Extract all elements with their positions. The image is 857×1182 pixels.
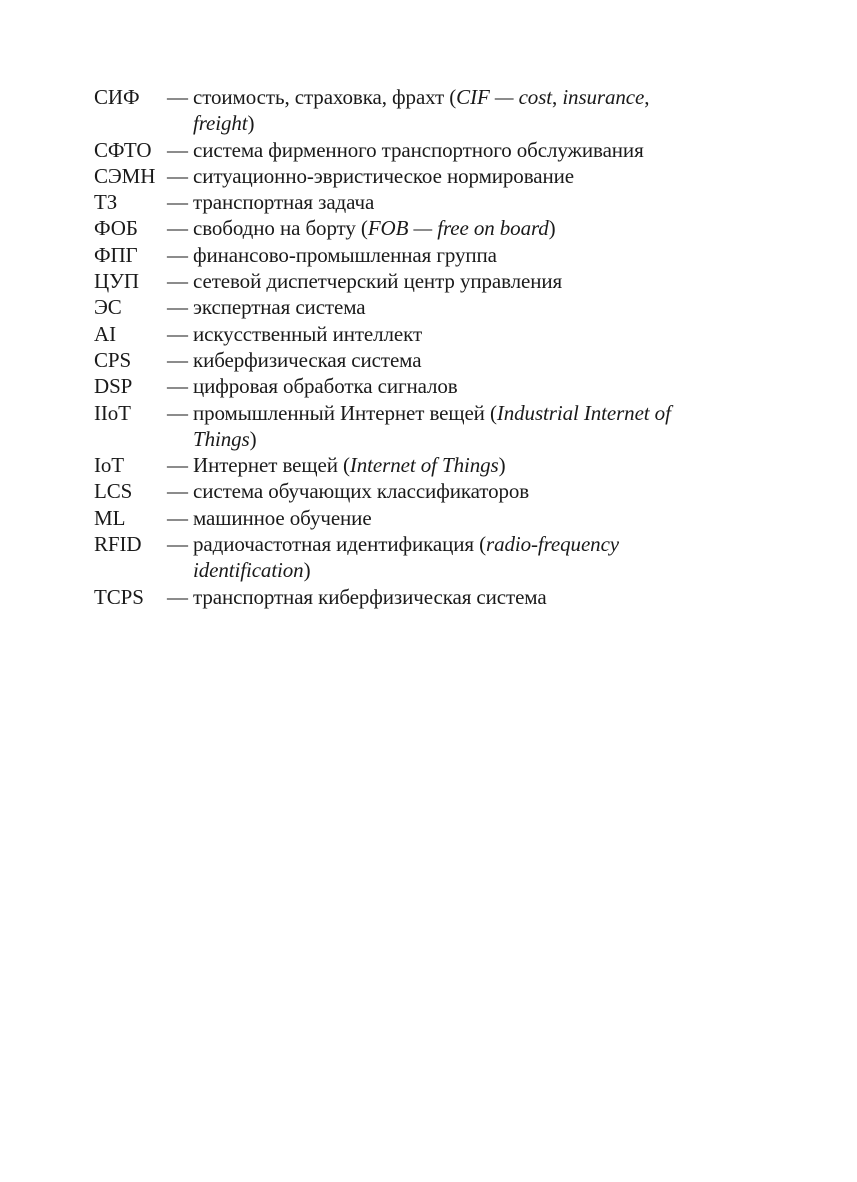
definition-text: цифровая обработка сигналов: [193, 374, 458, 399]
definition-text: ): [548, 216, 556, 241]
abbreviation-term: СИФ: [94, 85, 140, 109]
definition-italic-text: radio-frequency identification: [193, 532, 620, 583]
abbreviation-dash: —: [167, 321, 188, 346]
abbreviation-definition: [193, 242, 713, 268]
abbreviation-dash: —: [167, 137, 188, 162]
abbreviation-entry: [94, 84, 794, 137]
definition-italic-text: insurance: [562, 85, 645, 109]
abbreviation-definition: [193, 84, 713, 137]
abbreviation-dash: —: [167, 85, 188, 109]
abbreviation-entry: [94, 321, 794, 347]
abbreviation-definition: [193, 584, 713, 610]
abbreviation-dash: —: [167, 453, 188, 478]
definition-text: свободно на борту (: [193, 216, 368, 241]
abbreviation-term: ЦУП: [94, 269, 139, 294]
abbreviation-entry: [94, 163, 794, 189]
abbreviation-term: ФПГ: [94, 242, 138, 267]
abbreviation-term: AI: [94, 321, 116, 346]
definition-text: финансово-промышленная группа: [193, 242, 497, 267]
abbreviation-dash: —: [167, 374, 188, 399]
abbreviation-dash: —: [167, 163, 188, 188]
abbreviation-dash: —: [167, 347, 188, 372]
definition-text: ): [247, 111, 255, 136]
abbreviation-entry: [94, 400, 794, 453]
abbreviation-term: ФОБ: [94, 216, 138, 241]
abbreviation-definition: [193, 215, 713, 241]
definition-italic-text: FOB — free on board: [367, 216, 549, 241]
abbreviation-dash: —: [167, 190, 188, 215]
abbreviation-term: RFID: [94, 532, 142, 557]
abbreviation-definition: [193, 321, 713, 347]
abbreviation-dash: —: [167, 295, 188, 320]
abbreviation-entry: [94, 478, 794, 504]
abbreviation-term: СЭМН: [94, 163, 156, 188]
definition-text: ситуационно-эвристическое нормирование: [193, 163, 574, 188]
abbreviation-entry: [94, 137, 794, 163]
definition-text: ): [249, 426, 257, 451]
abbreviation-entry: [94, 294, 794, 320]
definition-text: искусственный интеллект: [193, 321, 423, 346]
abbreviation-definition: [193, 531, 713, 584]
abbreviation-term: IIoT: [94, 400, 131, 425]
abbreviation-dash: —: [167, 216, 188, 241]
definition-text: стоимость, страховка, фрахт (: [193, 85, 457, 109]
abbreviation-definition: [193, 400, 713, 453]
abbreviation-entry: [94, 531, 794, 584]
abbreviation-list: [94, 84, 794, 610]
definition-text: экспертная система: [193, 295, 366, 320]
abbreviation-entry: [94, 347, 794, 373]
abbreviation-definition: [193, 347, 713, 373]
definition-text: система фирменного транспортного обслуживания: [193, 137, 644, 162]
abbreviation-dash: —: [167, 479, 188, 504]
abbreviation-dash: —: [167, 400, 188, 425]
definition-italic-text: Internet of Things: [349, 453, 499, 478]
definition-text: машинное обучение: [193, 505, 372, 530]
definition-italic-text: Industrial Internet of Things: [193, 400, 671, 451]
abbreviation-term: СФТО: [94, 137, 152, 162]
definition-text: Интернет вещей (: [193, 453, 350, 478]
definition-text: киберфизическая система: [193, 347, 422, 372]
abbreviation-term: IoT: [94, 453, 125, 478]
abbreviation-dash: —: [167, 269, 188, 294]
abbreviation-definition: [193, 478, 713, 504]
definition-text: ,: [644, 85, 650, 109]
definition-text: транспортная киберфизическая система: [193, 584, 547, 609]
abbreviation-definition: [193, 294, 713, 320]
abbreviation-definition: [193, 163, 713, 189]
definition-text: система обучающих классификаторов: [193, 479, 530, 504]
definition-text: транспортная задача: [193, 190, 375, 215]
abbreviation-entry: [94, 242, 794, 268]
abbreviation-term: ЭС: [94, 295, 122, 320]
definition-text: ,: [552, 85, 563, 109]
abbreviation-definition: [193, 137, 713, 163]
abbreviation-term: ML: [94, 505, 126, 530]
abbreviation-entry: [94, 373, 794, 399]
abbreviation-definition: [193, 189, 713, 215]
definition-text: радиочастотная идентификация (: [193, 532, 486, 557]
definition-text: сетевой диспетчерский центр управления: [193, 269, 563, 294]
abbreviation-entry: [94, 505, 794, 531]
definition-text: промышленный Интернет вещей (: [193, 400, 497, 425]
abbreviation-definition: [193, 452, 713, 478]
definition-italic-text: freight: [193, 111, 248, 136]
abbreviation-term: TCPS: [94, 584, 144, 609]
definition-text: ): [498, 453, 506, 478]
abbreviation-dash: —: [167, 242, 188, 267]
abbreviation-entry: [94, 268, 794, 294]
abbreviation-entry: [94, 215, 794, 241]
abbreviation-term: CPS: [94, 347, 132, 372]
abbreviation-entry: [94, 584, 794, 610]
abbreviation-term: DSP: [94, 374, 133, 399]
abbreviation-entry: [94, 452, 794, 478]
abbreviation-definition: [193, 505, 713, 531]
definition-text: ): [303, 558, 311, 583]
abbreviation-dash: —: [167, 505, 188, 530]
abbreviation-dash: —: [167, 532, 188, 557]
abbreviation-definition: [193, 373, 713, 399]
abbreviation-entry: [94, 189, 794, 215]
abbreviation-definition: [193, 268, 713, 294]
abbreviation-dash: —: [167, 584, 188, 609]
abbreviation-term: ТЗ: [94, 190, 118, 215]
definition-italic-text: CIF — cost: [456, 85, 552, 109]
abbreviation-term: LCS: [94, 479, 133, 504]
